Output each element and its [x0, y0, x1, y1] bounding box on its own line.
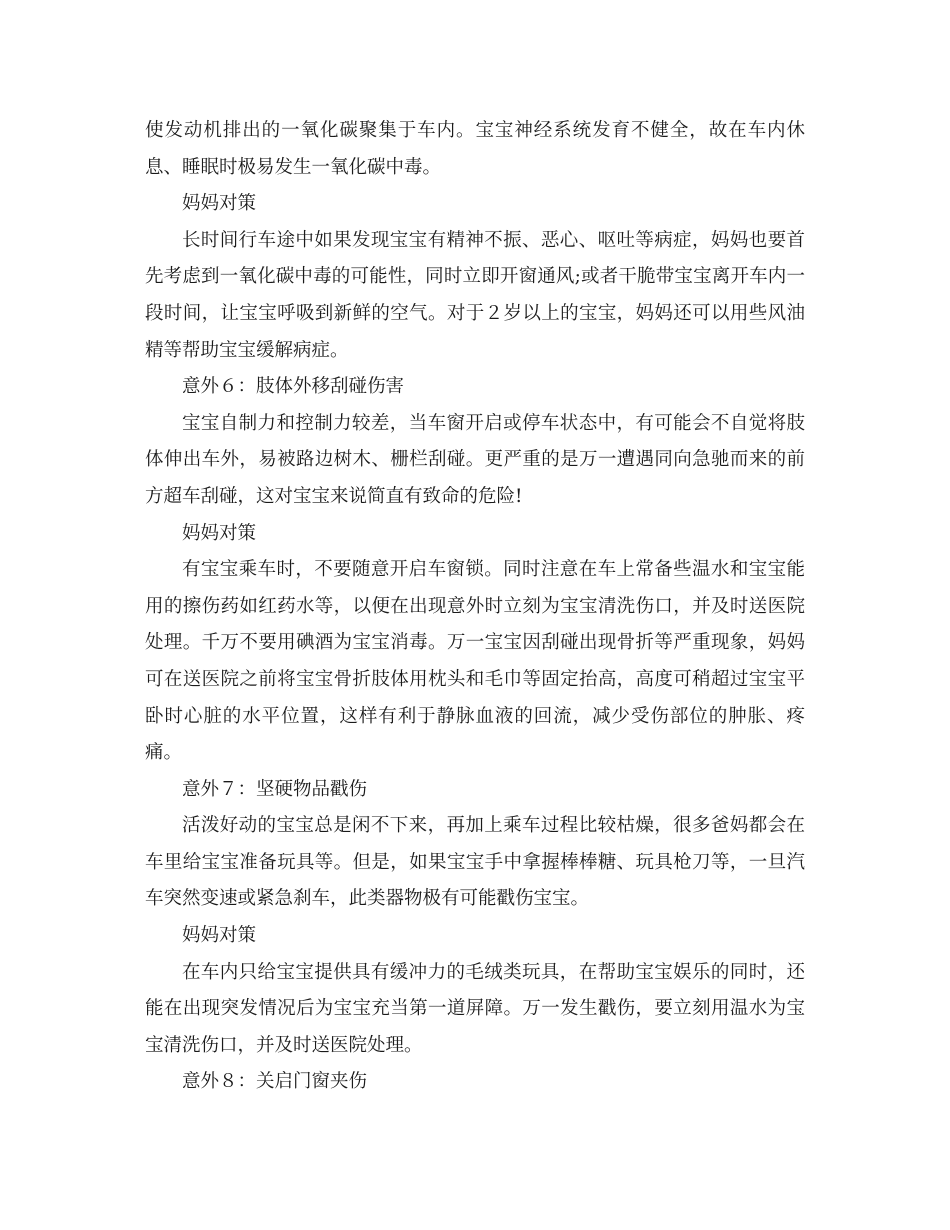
- section-heading: 意外８：关启门窗夹伤: [182, 1071, 368, 1093]
- document-body: [145, 113, 805, 1101]
- paragraph: 长时间行车途中如果发现宝宝有精神不振、恶心、呕吐等病症，妈妈也要首先考虑到一氧化碳中毒的可能性，同时立即开窗通风;或者干脆带宝宝离开车内一段时间，让宝宝呼吸到新鲜的空气。对于２岁以上的宝宝，妈妈还可以用些风油精等帮助宝宝缓解病症。: [145, 229, 805, 361]
- paragraph-continuation: 使发动机排出的一氧化碳聚集于车内。宝宝神经系统发育不健全，故在车内休息、睡眠时极易发生一氧化碳中毒。: [145, 120, 805, 178]
- paragraph: 有宝宝乘车时，不要随意开启车窗锁。同时注意在车上常备些温水和宝宝能用的擦伤药如红药水等，以便在出现意外时立刻为宝宝清洗伤口，并及时送医院处理。千万不要用碘酒为宝宝消毒。万一宝宝因刮碰出现骨折等严重现象，妈妈可在送医院之前将宝宝骨折肢体用枕头和毛巾等固定抬高，高度可稍超过宝宝平卧时心脏的水平位置，这样有利于静脉血液的回流，减少受伤部位的肿胀、疼痛。: [145, 559, 805, 764]
- paragraph: 在车内只给宝宝提供具有缓冲力的毛绒类玩具，在帮助宝宝娱乐的同时，还能在出现突发情况后为宝宝充当第一道屏障。万一发生戳伤，要立刻用温水为宝宝清洗伤口，并及时送医院处理。: [145, 961, 805, 1056]
- paragraph: 宝宝自制力和控制力较差，当车窗开启或停车状态中，有可能会不自觉将肢体伸出车外，易被路边树木、栅栏刮碰。更严重的是万一遭遇同向急驰而来的前方超车刮碰，这对宝宝来说简直有致命的危险!: [145, 412, 805, 507]
- section-heading: 意外７：坚硬物品戳伤: [182, 778, 368, 800]
- section-heading: 妈妈对策: [182, 522, 257, 544]
- section-heading: 妈妈对策: [182, 925, 257, 947]
- section-heading: 意外６：肢体外移刮碰伤害: [182, 376, 405, 398]
- paragraph: 活泼好动的宝宝总是闲不下来，再加上乘车过程比较枯燥，很多爸妈都会在车里给宝宝准备玩具等。但是，如果宝宝手中拿握棒棒糖、玩具枪刀等，一旦汽车突然变速或紧急刹车，此类器物极有可能戳伤宝宝。: [145, 815, 805, 910]
- section-heading: 妈妈对策: [182, 193, 257, 215]
